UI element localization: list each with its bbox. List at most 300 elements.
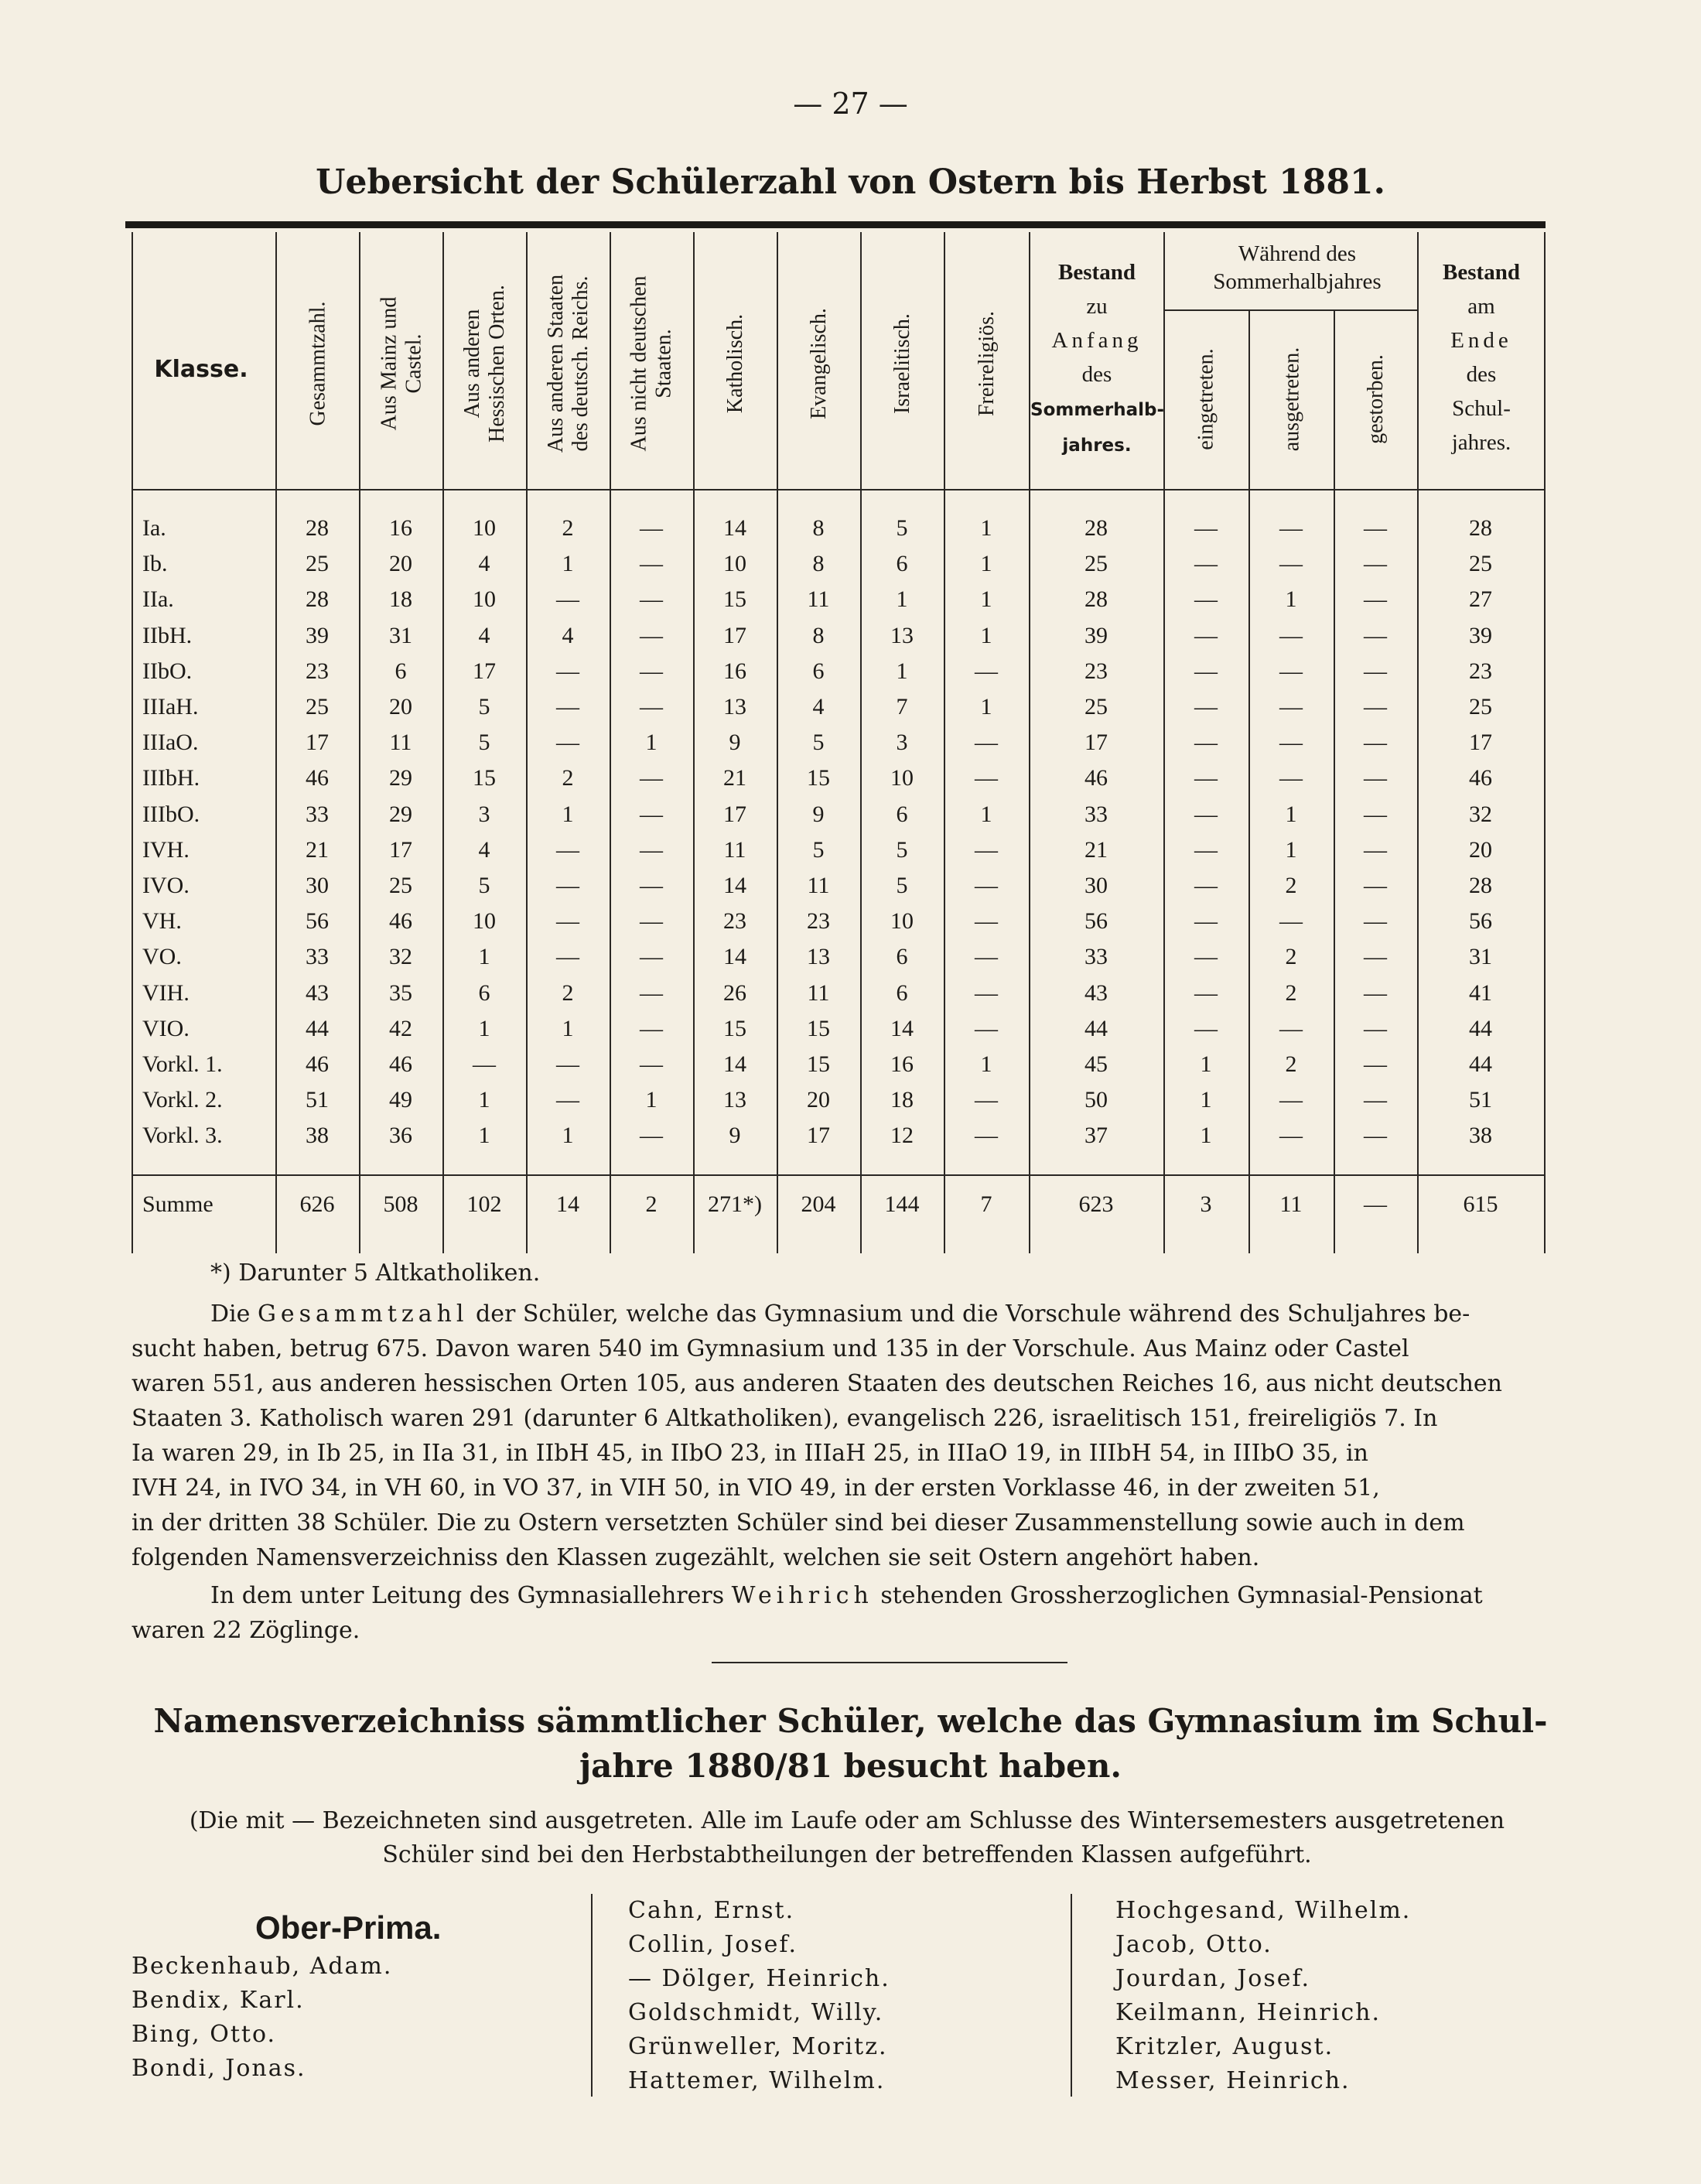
bestand-ende-l1: Bestand xyxy=(1443,260,1520,285)
table-cell: — xyxy=(640,694,663,719)
table-cell: 1 xyxy=(562,551,574,577)
summe-row xyxy=(132,1191,1546,1227)
table-cell: 1 xyxy=(1200,1051,1212,1077)
table-cell: 29 xyxy=(389,801,412,827)
table-cell: — xyxy=(1364,1087,1387,1113)
table-cell: 45 xyxy=(1084,1051,1108,1077)
table-cell: 2 xyxy=(1285,944,1297,970)
table-cell: 44 xyxy=(1084,1015,1108,1041)
table-cell: — xyxy=(556,1051,579,1077)
bestand-anfang-l3: Anfang xyxy=(1051,328,1143,353)
table-cell: 1 xyxy=(896,658,908,684)
table-cell: 33 xyxy=(306,944,329,970)
column-separator xyxy=(1071,1894,1072,2097)
table-cell: 1 xyxy=(980,801,992,827)
table-cell: 1 xyxy=(478,1087,490,1113)
table-cell: — xyxy=(1279,908,1303,935)
header-bestand-anfang xyxy=(1030,255,1163,463)
table-cell: 144 xyxy=(884,1191,920,1217)
table-cell: — xyxy=(1279,658,1303,684)
table-cell: — xyxy=(473,1051,496,1077)
table-cell: — xyxy=(975,873,998,898)
table-cell: 46 xyxy=(389,908,412,935)
table-cell: 25 xyxy=(1084,551,1108,577)
table-cell: 25 xyxy=(306,551,329,577)
table-cell: 14 xyxy=(723,1051,746,1077)
table-cell: — xyxy=(1194,586,1218,613)
klasse-cell: VO. xyxy=(142,944,182,970)
table-cell: — xyxy=(975,908,998,935)
table-cell: 25 xyxy=(1469,694,1492,719)
table-cell: 1 xyxy=(562,1123,574,1149)
table-cell: — xyxy=(640,979,663,1006)
table-cell: 44 xyxy=(1469,1015,1492,1041)
table-cell: 2 xyxy=(1285,873,1297,898)
table-cell: 8 xyxy=(812,551,825,577)
table-cell: 46 xyxy=(306,765,329,791)
text-spaced: Weihrich xyxy=(731,1582,873,1609)
table-cell: 10 xyxy=(890,765,914,791)
table-cell: 6 xyxy=(395,658,407,684)
table-cell: 51 xyxy=(306,1087,329,1113)
table-cell: 49 xyxy=(389,1087,412,1113)
table-row xyxy=(132,623,1546,658)
table-cell: — xyxy=(1364,586,1387,613)
table-cell: 51 xyxy=(1469,1087,1492,1113)
table-cell: — xyxy=(640,908,663,935)
table-cell: 13 xyxy=(723,1087,746,1113)
bestand-anfang-l2: zu xyxy=(1086,294,1108,319)
table-cell: — xyxy=(975,1123,998,1149)
table-cell: 41 xyxy=(1469,979,1492,1006)
table-row xyxy=(132,658,1546,694)
table-cell: 6 xyxy=(896,979,908,1006)
klasse-cell: IIa. xyxy=(142,586,174,613)
table-cell: 626 xyxy=(299,1191,335,1217)
table-cell: 33 xyxy=(306,801,329,827)
table-cell: — xyxy=(640,836,663,863)
table-cell: 17 xyxy=(1469,730,1492,756)
table-cell: 43 xyxy=(306,979,329,1006)
footnote: *) Darunter 5 Altkatholiken. xyxy=(210,1259,541,1287)
table-cell: 35 xyxy=(389,979,412,1006)
table-row xyxy=(132,551,1546,586)
table-cell: 5 xyxy=(478,730,490,756)
table-cell: 17 xyxy=(723,801,746,827)
table-row xyxy=(132,586,1546,622)
table-cell: 3 xyxy=(896,730,908,756)
table-cell: 14 xyxy=(723,515,746,541)
table-cell: 6 xyxy=(812,658,825,684)
header-bestand-ende xyxy=(1419,255,1544,460)
klasse-cell: IIIaH. xyxy=(142,694,199,719)
page-number: — 27 — xyxy=(793,87,908,121)
table-cell: 28 xyxy=(1084,586,1108,613)
table-cell: 21 xyxy=(1084,836,1108,863)
table-cell: — xyxy=(640,515,663,541)
names-col-3 xyxy=(1115,1894,1549,2098)
table-cell: 13 xyxy=(807,944,830,970)
table-cell: 28 xyxy=(1084,515,1108,541)
table-cell: — xyxy=(640,1051,663,1077)
table-cell: 1 xyxy=(1285,801,1297,827)
header-freireligioes: Freireligiös. xyxy=(975,310,999,417)
table-cell: 46 xyxy=(1084,765,1108,791)
table-cell: 1 xyxy=(980,551,992,577)
table-row xyxy=(132,515,1546,551)
table-cell: 28 xyxy=(306,586,329,613)
table-cell: 13 xyxy=(723,694,746,719)
table-cell: — xyxy=(556,1087,579,1113)
table-cell: — xyxy=(1194,622,1218,648)
table-row xyxy=(132,694,1546,730)
table-cell: — xyxy=(556,944,579,970)
table-cell: 14 xyxy=(723,873,746,898)
table-cell: — xyxy=(975,658,998,684)
table-cell: — xyxy=(1364,1191,1387,1217)
table-cell: 20 xyxy=(389,694,412,719)
table-cell: — xyxy=(975,1087,998,1113)
table-cell: — xyxy=(1364,694,1387,719)
table-cell: — xyxy=(556,873,579,898)
table-cell: 615 xyxy=(1463,1191,1498,1217)
table-row xyxy=(132,1123,1546,1158)
table-cell: — xyxy=(556,908,579,935)
table-cell: 25 xyxy=(389,873,412,898)
table-cell: — xyxy=(640,801,663,827)
table-cell: 23 xyxy=(1469,658,1492,684)
table-cell: 1 xyxy=(1285,836,1297,863)
table-cell: — xyxy=(1279,765,1303,791)
table-cell: 20 xyxy=(807,1087,830,1113)
table-cell: — xyxy=(1279,1087,1303,1113)
table-cell: 9 xyxy=(729,1123,741,1149)
bestand-anfang-l4: des xyxy=(1081,362,1112,387)
table-cell: 2 xyxy=(562,515,574,541)
table-cell: — xyxy=(1194,944,1218,970)
paragraph-gesammtzahl xyxy=(132,1297,1555,1575)
text-line: waren 22 Zöglinge. xyxy=(132,1617,360,1644)
table-cell: 271*) xyxy=(708,1191,762,1217)
table-cell: 12 xyxy=(890,1123,914,1149)
table-cell: 5 xyxy=(896,836,908,863)
table-cell: 23 xyxy=(723,908,746,935)
table-row xyxy=(132,980,1546,1016)
table-cell: — xyxy=(1364,622,1387,648)
bestand-anfang-l5: Sommerhalb- xyxy=(1030,400,1165,420)
table-cell: 1 xyxy=(1285,586,1297,613)
table-cell: — xyxy=(1279,1123,1303,1149)
table-cell: 28 xyxy=(1469,873,1492,898)
header-katholisch: Katholisch. xyxy=(723,313,747,414)
table-cell: — xyxy=(1194,908,1218,935)
table-cell: — xyxy=(1364,908,1387,935)
table-cell: 11 xyxy=(389,730,412,756)
table-cell: — xyxy=(640,658,663,684)
table-cell: 2 xyxy=(562,979,574,1006)
table-cell: 29 xyxy=(389,765,412,791)
klasse-cell: IIbO. xyxy=(142,658,193,684)
student-name: Jacob, Otto. xyxy=(1115,1931,1272,1958)
table-cell: 11 xyxy=(807,586,830,613)
table-cell: 15 xyxy=(807,1015,830,1041)
table-cell: — xyxy=(1279,622,1303,648)
table-cell: — xyxy=(1364,730,1387,756)
table-cell: — xyxy=(1194,658,1218,684)
names-note xyxy=(132,1804,1563,1872)
table-cell: 11 xyxy=(1279,1191,1303,1217)
klasse-cell: Vorkl. 2. xyxy=(142,1087,223,1113)
table-cell: 43 xyxy=(1084,979,1108,1006)
klasse-cell: IIIbO. xyxy=(142,801,200,827)
table-cell: 15 xyxy=(723,586,746,613)
table-row xyxy=(132,837,1546,873)
table-cell: 3 xyxy=(1200,1191,1212,1217)
header-aus-nicht-deutschen: Aus nicht deutschen Staaten. xyxy=(627,275,676,452)
bestand-anfang-l6: jahres. xyxy=(1062,436,1132,456)
klasse-cell: Vorkl. 3. xyxy=(142,1123,223,1149)
bestand-anfang-l1: Bestand xyxy=(1058,260,1136,285)
header-klasse: Klasse. xyxy=(154,356,248,383)
student-name: Bendix, Karl. xyxy=(132,1987,305,2014)
table-row xyxy=(132,944,1546,979)
table-cell: — xyxy=(1279,551,1303,577)
table-cell: 1 xyxy=(478,944,490,970)
bestand-ende-l2: am xyxy=(1467,294,1495,319)
table-cell: 5 xyxy=(896,873,908,898)
student-name: Hattemer, Wilhelm. xyxy=(628,2067,886,2094)
text: stehenden Grossherzoglichen Gymnasial-Pensionat xyxy=(873,1582,1483,1609)
header-aus-deutschen-staaten: Aus anderen Staaten des deutsch. Reichs. xyxy=(544,274,593,453)
text: In dem unter Leitung des Gymnasiallehrers xyxy=(210,1582,732,1609)
table-cell: 15 xyxy=(473,765,496,791)
table-cell: — xyxy=(556,730,579,756)
table-cell: 13 xyxy=(890,622,914,648)
names-heading-l2: jahre 1880/81 besucht haben. xyxy=(579,1747,1122,1785)
table-cell: 14 xyxy=(723,944,746,970)
table-cell: 508 xyxy=(383,1191,418,1217)
klasse-cell: Ib. xyxy=(142,551,168,577)
table-cell: 5 xyxy=(478,873,490,898)
table-cell: 14 xyxy=(556,1191,579,1217)
table-cell: 6 xyxy=(478,979,490,1006)
table-row xyxy=(132,1016,1546,1051)
table-cell: 44 xyxy=(306,1015,329,1041)
table-cell: — xyxy=(1364,765,1387,791)
table-cell: 1 xyxy=(980,622,992,648)
table-cell: — xyxy=(975,765,998,791)
table-cell: — xyxy=(1194,979,1218,1006)
student-name: Bondi, Jonas. xyxy=(132,2055,306,2082)
section-divider xyxy=(712,1662,1067,1663)
table-cell: 30 xyxy=(306,873,329,898)
header-aus-mainz: Aus Mainz und Castel. xyxy=(377,296,425,431)
names-heading xyxy=(0,1699,1701,1789)
table-cell: 1 xyxy=(478,1123,490,1149)
student-name: Hochgesand, Wilhelm. xyxy=(1115,1897,1412,1924)
klasse-cell: IVH. xyxy=(142,836,190,863)
table-cell: — xyxy=(975,730,998,756)
table-cell: — xyxy=(1364,1051,1387,1077)
header-gesammtzahl: Gesammtzahl. xyxy=(306,301,330,426)
bestand-ende-l4: des xyxy=(1466,362,1497,387)
table-cell: — xyxy=(640,1015,663,1041)
text-line: Staaten 3. Katholisch waren 291 (darunter 6 Altkatholiken), evangelisch 226, israelitisch 151, freireligiös 7. In xyxy=(132,1405,1438,1432)
student-name: Beckenhaub, Adam. xyxy=(132,1953,393,1980)
student-name: Goldschmidt, Willy. xyxy=(628,1999,884,2026)
table-cell: — xyxy=(1364,836,1387,863)
table-cell: 2 xyxy=(1285,979,1297,1006)
section-ober-prima: Ober-Prima. xyxy=(255,1909,442,1946)
table-cell: 27 xyxy=(1469,586,1492,613)
table-cell: 18 xyxy=(890,1087,914,1113)
table-cell: 32 xyxy=(389,944,412,970)
text: der Schüler, welche das Gymnasium und die Vorschule während des Schuljahres be- xyxy=(468,1300,1470,1328)
bestand-ende-l6: jahres. xyxy=(1451,430,1511,455)
table-cell: — xyxy=(1279,515,1303,541)
table-cell: 38 xyxy=(306,1123,329,1149)
table-cell: 25 xyxy=(1469,551,1492,577)
text-line: IVH 24, in IVO 34, in VH 60, in VO 37, in VIH 50, in VIO 49, in der ersten Vorklasse 46, in der zweiten 51, xyxy=(132,1475,1380,1502)
klasse-cell: IVO. xyxy=(142,873,190,898)
student-name: Kritzler, August. xyxy=(1115,2033,1334,2060)
table-cell: 4 xyxy=(478,622,490,648)
table-cell: — xyxy=(640,551,663,577)
table-cell: — xyxy=(556,658,579,684)
table-cell: 37 xyxy=(1084,1123,1108,1149)
text-line: waren 551, aus anderen hessischen Orten 105, aus anderen Staaten des deutschen Reiches 16, aus nicht deutschen xyxy=(132,1370,1502,1397)
table-cell: — xyxy=(1194,801,1218,827)
table-cell: — xyxy=(975,944,998,970)
table-cell: 1 xyxy=(1200,1087,1212,1113)
names-col-2 xyxy=(628,1894,1061,2098)
table-cell: 16 xyxy=(890,1051,914,1077)
table-cell: 6 xyxy=(896,801,908,827)
text: Die xyxy=(210,1300,258,1328)
table-cell: 5 xyxy=(812,836,825,863)
paragraph-pensionat xyxy=(132,1578,1555,1648)
table-cell: 21 xyxy=(306,836,329,863)
table-cell: 11 xyxy=(807,979,830,1006)
table-cell: 32 xyxy=(1469,801,1492,827)
grid-line xyxy=(132,1174,1546,1176)
table-cell: — xyxy=(556,694,579,719)
table-cell: — xyxy=(640,873,663,898)
klasse-cell: Vorkl. 1. xyxy=(142,1051,223,1077)
table-cell: — xyxy=(1364,1123,1387,1149)
table-cell: 33 xyxy=(1084,944,1108,970)
table-row xyxy=(132,801,1546,837)
table-cell: 15 xyxy=(723,1015,746,1041)
table-cell: 36 xyxy=(389,1123,412,1149)
table-cell: 20 xyxy=(389,551,412,577)
table-cell: 17 xyxy=(1084,730,1108,756)
table-cell: 39 xyxy=(306,622,329,648)
table-cell: 33 xyxy=(1084,801,1108,827)
header-aus-hessischen-orten: Aus anderen Hessischen Orten. xyxy=(460,285,510,443)
table-cell: 204 xyxy=(801,1191,836,1217)
table-cell: — xyxy=(1364,1015,1387,1041)
table-cell: 39 xyxy=(1469,622,1492,648)
table-cell: — xyxy=(640,586,663,613)
student-name: Collin, Josef. xyxy=(628,1931,798,1958)
header-ausgetreten: ausgetreten. xyxy=(1279,347,1303,452)
names-heading-l1: Namensverzeichniss sämmtlicher Schüler, welche das Gymnasium im Schul- xyxy=(153,1702,1548,1740)
bestand-ende-l3: Ende xyxy=(1450,328,1512,353)
student-name: Grünweller, Moritz. xyxy=(628,2033,888,2060)
header-eingetreten: eingetreten. xyxy=(1194,348,1218,450)
table-cell: 623 xyxy=(1078,1191,1114,1217)
top-rule xyxy=(125,221,1546,228)
table-cell: 3 xyxy=(478,801,490,827)
text-line: Ia waren 29, in Ib 25, in IIa 31, in IIbH 45, in IIbO 23, in IIIaH 25, in IIIaO 19, in IIIbH 54, in IIIbO 35, in xyxy=(132,1440,1368,1467)
summary-table xyxy=(132,232,1546,1253)
table-cell: 5 xyxy=(812,730,825,756)
table-cell: 1 xyxy=(980,586,992,613)
table-cell: 1 xyxy=(980,1051,992,1077)
table-cell: 56 xyxy=(1469,908,1492,935)
grid-line xyxy=(132,489,1546,490)
table-cell: 46 xyxy=(389,1051,412,1077)
table-cell: 10 xyxy=(473,586,496,613)
table-cell: 28 xyxy=(306,515,329,541)
table-cell: — xyxy=(1364,873,1387,898)
table-row xyxy=(132,873,1546,908)
table-cell: — xyxy=(640,944,663,970)
table-cell: — xyxy=(1194,873,1218,898)
table-cell: 10 xyxy=(473,515,496,541)
table-cell: 17 xyxy=(723,622,746,648)
table-cell: 1 xyxy=(645,730,658,756)
table-cell: 1 xyxy=(478,1015,490,1041)
table-cell: — xyxy=(640,622,663,648)
table-cell: 46 xyxy=(306,1051,329,1077)
student-name: Cahn, Ernst. xyxy=(628,1897,795,1924)
table-cell: 4 xyxy=(478,836,490,863)
table-cell: 38 xyxy=(1469,1123,1492,1149)
header-gestorben: gestorben. xyxy=(1364,354,1388,444)
table-cell: 17 xyxy=(389,836,412,863)
table-cell: 10 xyxy=(723,551,746,577)
table-cell: — xyxy=(975,979,998,1006)
table-row xyxy=(132,1051,1546,1087)
table-cell: 4 xyxy=(812,694,825,719)
text-line: sucht haben, betrug 675. Davon waren 540 im Gymnasium und 135 in der Vorschule. Aus Mainz oder Castel xyxy=(132,1335,1409,1362)
table-cell: 23 xyxy=(1084,658,1108,684)
table-cell: — xyxy=(1194,551,1218,577)
table-cell: — xyxy=(640,1123,663,1149)
table-cell: 23 xyxy=(807,908,830,935)
table-cell: — xyxy=(1279,730,1303,756)
column-separator xyxy=(591,1894,593,2097)
table-cell: 2 xyxy=(562,765,574,791)
klasse-cell: IIbH. xyxy=(142,622,193,648)
table-cell: 6 xyxy=(896,944,908,970)
table-cell: 20 xyxy=(1469,836,1492,863)
table-cell: 4 xyxy=(562,622,574,648)
table-cell: 56 xyxy=(306,908,329,935)
table-cell: 1 xyxy=(1200,1123,1212,1149)
klasse-cell: VIO. xyxy=(142,1015,190,1041)
table-row xyxy=(132,765,1546,801)
student-name: Bing, Otto. xyxy=(132,2021,277,2048)
klasse-cell: IIIbH. xyxy=(142,765,200,791)
table-cell: 17 xyxy=(473,658,496,684)
table-cell: — xyxy=(640,765,663,791)
table-cell: — xyxy=(975,1015,998,1041)
table-cell: — xyxy=(1194,515,1218,541)
table-cell: 11 xyxy=(723,836,746,863)
